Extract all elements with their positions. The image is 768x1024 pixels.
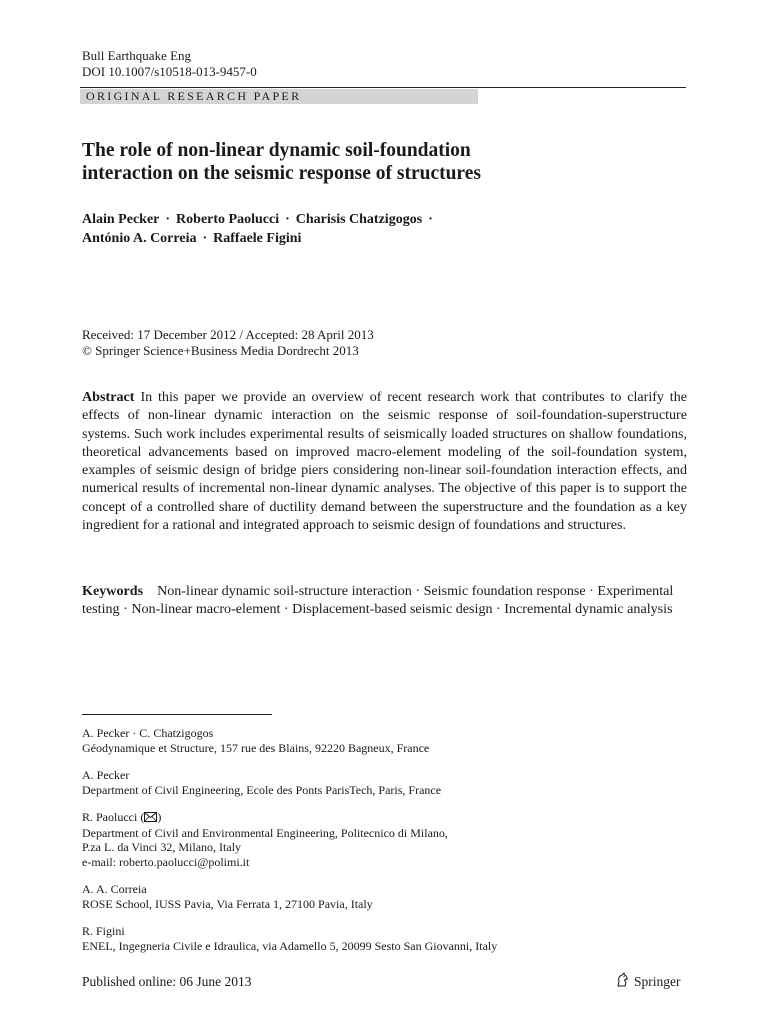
affiliation-corresponding [82,810,692,869]
authors-line-1 [82,210,682,229]
affiliation-names-row [82,810,692,826]
doi[interactable]: DOI 10.1007/s10518-013-9457-0 [82,64,257,79]
author-name[interactable]: Alain Pecker [82,212,160,227]
affiliation-names: R. Paolucci ( [82,810,145,824]
author-separator: · [428,212,433,227]
keywords [82,582,687,619]
affiliation-address: P.za L. da Vinci 32, Milano, Italy [82,840,242,854]
article-type-banner: ORIGINAL RESEARCH PAPER [80,89,478,104]
affiliation-names: A. Pecker · C. Chatzigogos [82,726,214,740]
affiliation-address: ENEL, Ingegneria Civile e Idraulica, via Adamello 5, 20099 Sesto San Giovanni, Italy [82,938,498,953]
author-name[interactable]: Roberto Paolucci [176,212,280,227]
author-separator: · [202,231,208,246]
journal-name: Bull Earthquake Eng [82,48,192,63]
affiliation-address: Géodynamique et Structure, 157 rue des Blains, 92220 Bagneux, France [82,740,430,755]
paper-title [82,139,682,185]
affiliation-names-suffix: ) [157,810,162,824]
affiliation-address: ROSE School, IUSS Pavia, Via Ferrata 1, 27100 Pavia, Italy [82,896,373,911]
author-separator: · [165,212,171,227]
affiliation [82,882,692,911]
abstract [82,388,687,534]
affiliation [82,924,692,953]
affiliation [82,726,692,755]
affiliation [82,768,692,797]
copyright: © Springer Science+Business Media Dordrecht 2013 [82,343,359,358]
abstract-label: Abstract [82,389,135,405]
affiliations [82,726,692,966]
received-accepted: Received: 17 December 2012 / Accepted: 28 April 2013 [82,327,374,342]
publisher-name: Springer [634,974,681,989]
title-line-2: interaction on the seismic response of structures [82,163,481,184]
affiliation-address: Department of Civil and Environmental Engineering, Politecnico di Milano, [82,825,448,840]
author-separator: · [285,212,290,227]
affiliation-email[interactable]: e-mail: roberto.paolucci@polimi.it [82,854,250,869]
author-name[interactable]: António A. Correia [82,231,197,246]
affiliation-names: R. Figini [82,924,125,938]
keywords-text: Non-linear dynamic soil-structure interaction · Seismic foundation response · Experimental testing · Non-linear macro-element · Displacement-based seismic design · Incremental dynamic analysis [82,583,674,618]
header-rule [80,87,686,88]
authors-line-2 [82,229,682,248]
author-name[interactable]: Charisis Chatzigogos [295,212,423,227]
abstract-text: In this paper we provide an overview of recent research work that contributes to clarify the effects of non-linear dynamic interaction on the seismic response of soil-foundation-superstructure systems. Such work includes experimental results of seismically loaded structures on shallow foundations, theoretical advancements based on improved macro-element modeling of the soil-foundation system, examples of seismic design of bridge piers considering non-linear soil-foundation interaction effects, and numerical results of incremental non-linear dynamic analyses. The objective of this paper is to support the concept of a controlled share of ductility demand between the superstructure and the foundation as a key ingredient for a rational and integrated approach to seismic design of foundations and structures. [82,389,687,534]
envelope-icon[interactable] [144,811,157,826]
affiliation-names: A. A. Correia [82,882,147,896]
affiliation-address: Department of Civil Engineering, Ecole des Ponts ParisTech, Paris, France [82,782,442,797]
journal-header [82,48,257,80]
publication-history [82,327,374,359]
keywords-label: Keywords [82,583,144,599]
affiliation-names: A. Pecker [82,768,130,782]
author-list [82,210,682,248]
publisher-mark [614,972,681,992]
author-name[interactable]: Raffaele Figini [213,231,302,246]
springer-horse-icon [614,972,630,992]
published-online: Published online: 06 June 2013 [82,974,252,989]
title-line-1: The role of non-linear dynamic soil-foundation [82,140,471,161]
footnote-rule [82,714,272,715]
